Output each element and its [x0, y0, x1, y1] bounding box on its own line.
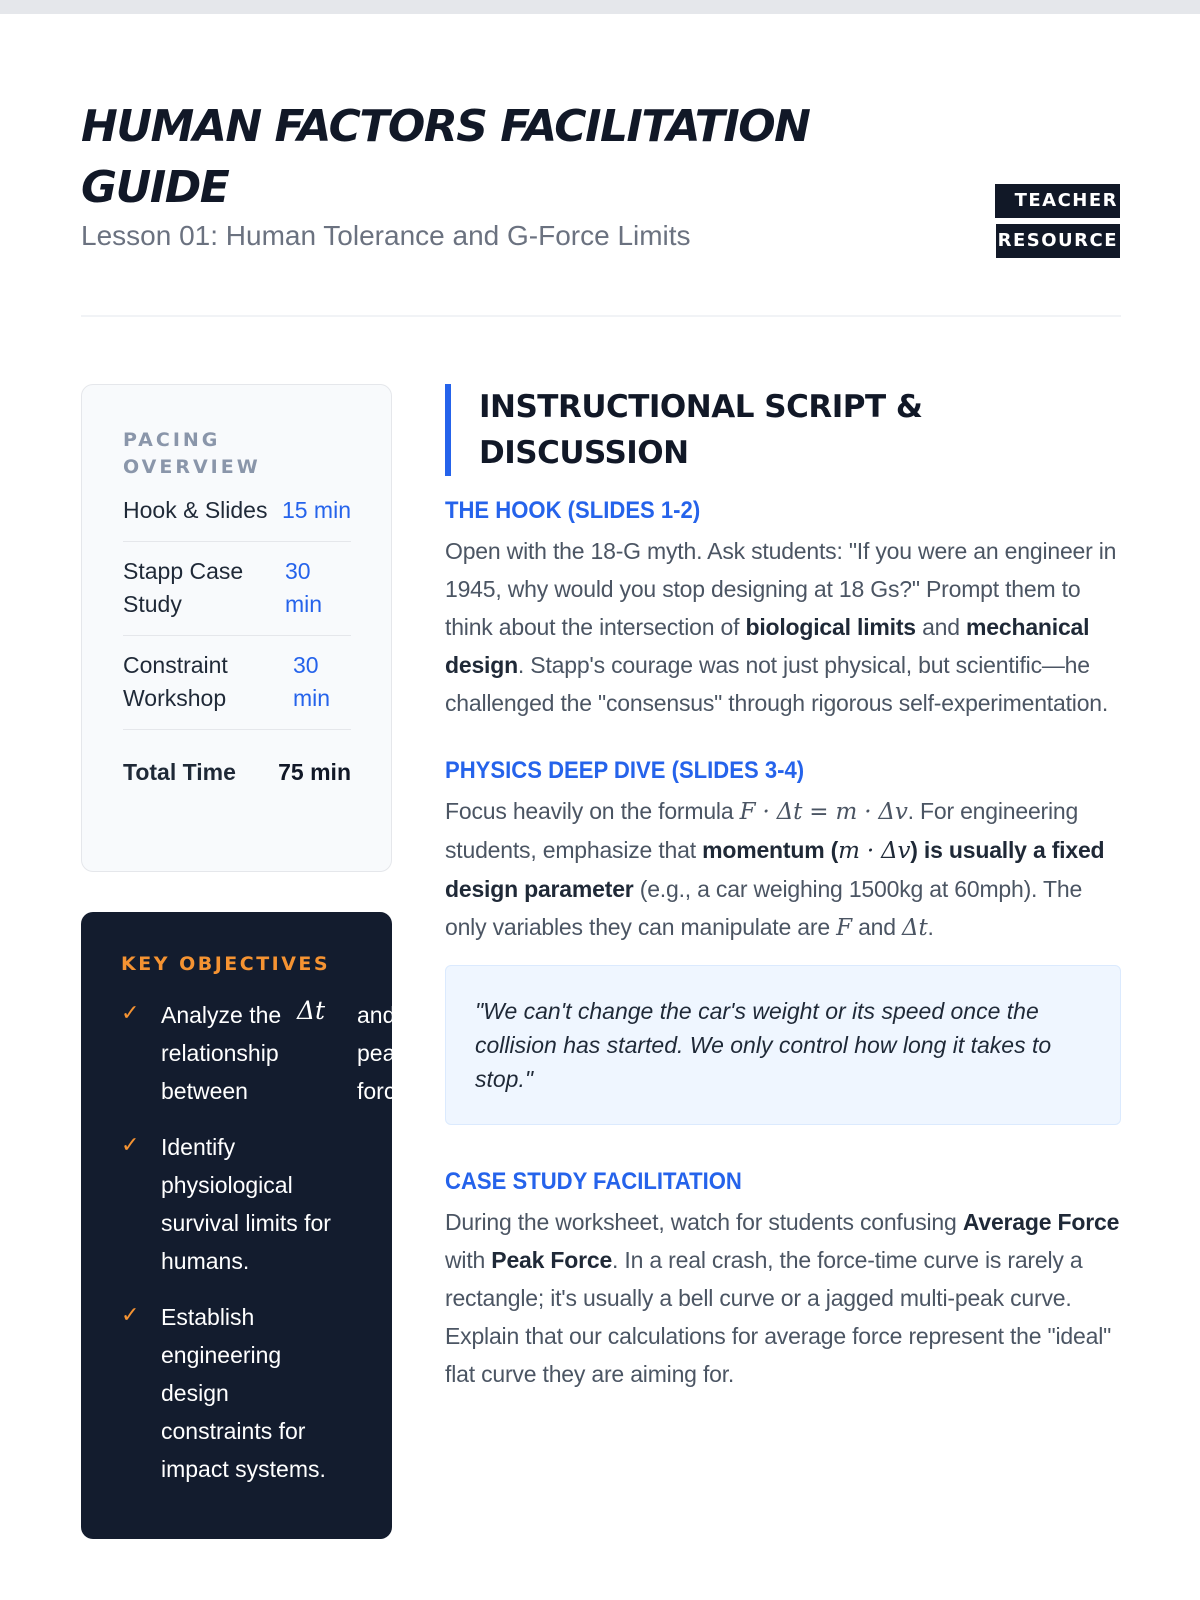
check-icon: ✓: [121, 1132, 140, 1157]
pacing-row: [123, 636, 351, 730]
check-icon: ✓: [121, 1302, 140, 1327]
objective-text: [161, 996, 417, 1110]
objective-item: [121, 996, 409, 1110]
pacing-row: [123, 542, 351, 636]
header-divider: [81, 315, 1121, 317]
bold-text: momentum (: [702, 837, 839, 863]
physics-heading: PHYSICS DEEP DIVE (SLIDES 3-4): [445, 757, 805, 784]
objectives-title: KEY OBJECTIVES: [121, 953, 331, 975]
objective-item: [121, 1298, 392, 1488]
pacing-total-label: Total Time: [123, 759, 236, 785]
formula: Δt: [902, 915, 928, 941]
pacing-row-label: Stapp Case Study: [123, 558, 244, 617]
pacing-total-value: 75 min: [278, 759, 351, 785]
text: . For engineering students, emphasize that: [445, 798, 1079, 863]
pacing-overview-card: [81, 384, 392, 872]
objective-text: Establish engineering design constraints for impact systems.: [161, 1304, 326, 1482]
text: Open with the 18-G myth. Ask students: "If you were an engineer in 1945, why would you stop designing at 18 Gs?" Prompt them to think about the intersection of: [445, 538, 1117, 640]
teacher-resource-badge: [983, 184, 1120, 262]
objectives-list: [121, 996, 409, 1488]
instructional-script: [445, 384, 1121, 1393]
objective-math: Δt: [297, 996, 326, 1025]
hook-paragraph: [445, 532, 1121, 722]
page-title: HUMAN FACTORS FACILITATION GUIDE: [81, 101, 810, 213]
case-study-paragraph: [445, 1203, 1121, 1393]
formula: F: [836, 915, 852, 941]
objective-text: Identify physiological survival limits for humans.: [161, 1134, 331, 1274]
text: . Stapp's courage was not just physical, but scientific—he challenged the "consensus" through rigorous self-experimentation.: [445, 652, 1109, 716]
pacing-row: [123, 481, 351, 542]
formula: F · Δt = m · Δv: [739, 799, 908, 825]
objective-item: [121, 1128, 392, 1280]
formula: m · Δv: [838, 838, 911, 864]
bold-text: mechanical design: [445, 614, 1090, 678]
text: and: [915, 614, 967, 640]
case-study-heading: CASE STUDY FACILITATION: [445, 1168, 742, 1195]
pacing-row-value: 30 min: [285, 558, 323, 617]
bold-text: Average Force: [962, 1209, 1120, 1235]
pacing-row-label: Hook & Slides: [123, 497, 268, 523]
text: with: [445, 1247, 492, 1273]
text: . In a real crash, the force-time curve is rarely a rectangle; it's usually a bell curve or a jagged multi-peak curve. Explain that our calculations for average force represent the "ideal" flat curve they are aiming for.: [445, 1247, 1112, 1387]
section-title: INSTRUCTIONAL SCRIPT & DISCUSSION: [445, 384, 1121, 476]
check-icon: ✓: [121, 1000, 140, 1025]
objective-text-part1: Analyze the relationship between: [161, 1002, 282, 1104]
text: During the worksheet, watch for students confusing: [445, 1209, 963, 1235]
pacing-row-label: Constraint Workshop: [123, 652, 228, 711]
badge-line-1: TEACHER: [995, 184, 1120, 218]
key-objectives-card: [81, 912, 409, 1539]
physics-paragraph: [445, 792, 1121, 947]
badge-line-2: RESOURCE: [996, 224, 1120, 258]
top-bar: [0, 0, 1200, 14]
quote-callout: "We can't change the car's weight or its speed once the collision has started. We only control how long it takes to stop.": [445, 965, 1121, 1125]
bold-text: ) is usually a fixed design parameter: [445, 837, 1105, 902]
lesson-subtitle: Lesson 01: Human Tolerance and G-Force Limits: [81, 220, 691, 251]
text: and: [851, 914, 903, 940]
text: .: [927, 914, 934, 940]
pacing-row-value: 30 min: [293, 652, 331, 711]
text: (e.g., a car weighing 1500kg at 60mph). The only variables they can manipulate are: [445, 876, 1083, 940]
text: Focus heavily on the formula: [445, 798, 740, 824]
bold-text: biological limits: [745, 614, 916, 640]
bold-text: Peak Force: [491, 1247, 613, 1273]
pacing-title: PACING OVERVIEW: [123, 429, 261, 478]
pacing-total-row: [123, 730, 351, 803]
page-header: [81, 96, 1121, 254]
objective-text-part2: and peak force: [357, 1002, 409, 1104]
hook-heading: THE HOOK (SLIDES 1-2): [445, 497, 701, 524]
pacing-row-value: 15 min: [281, 497, 351, 523]
